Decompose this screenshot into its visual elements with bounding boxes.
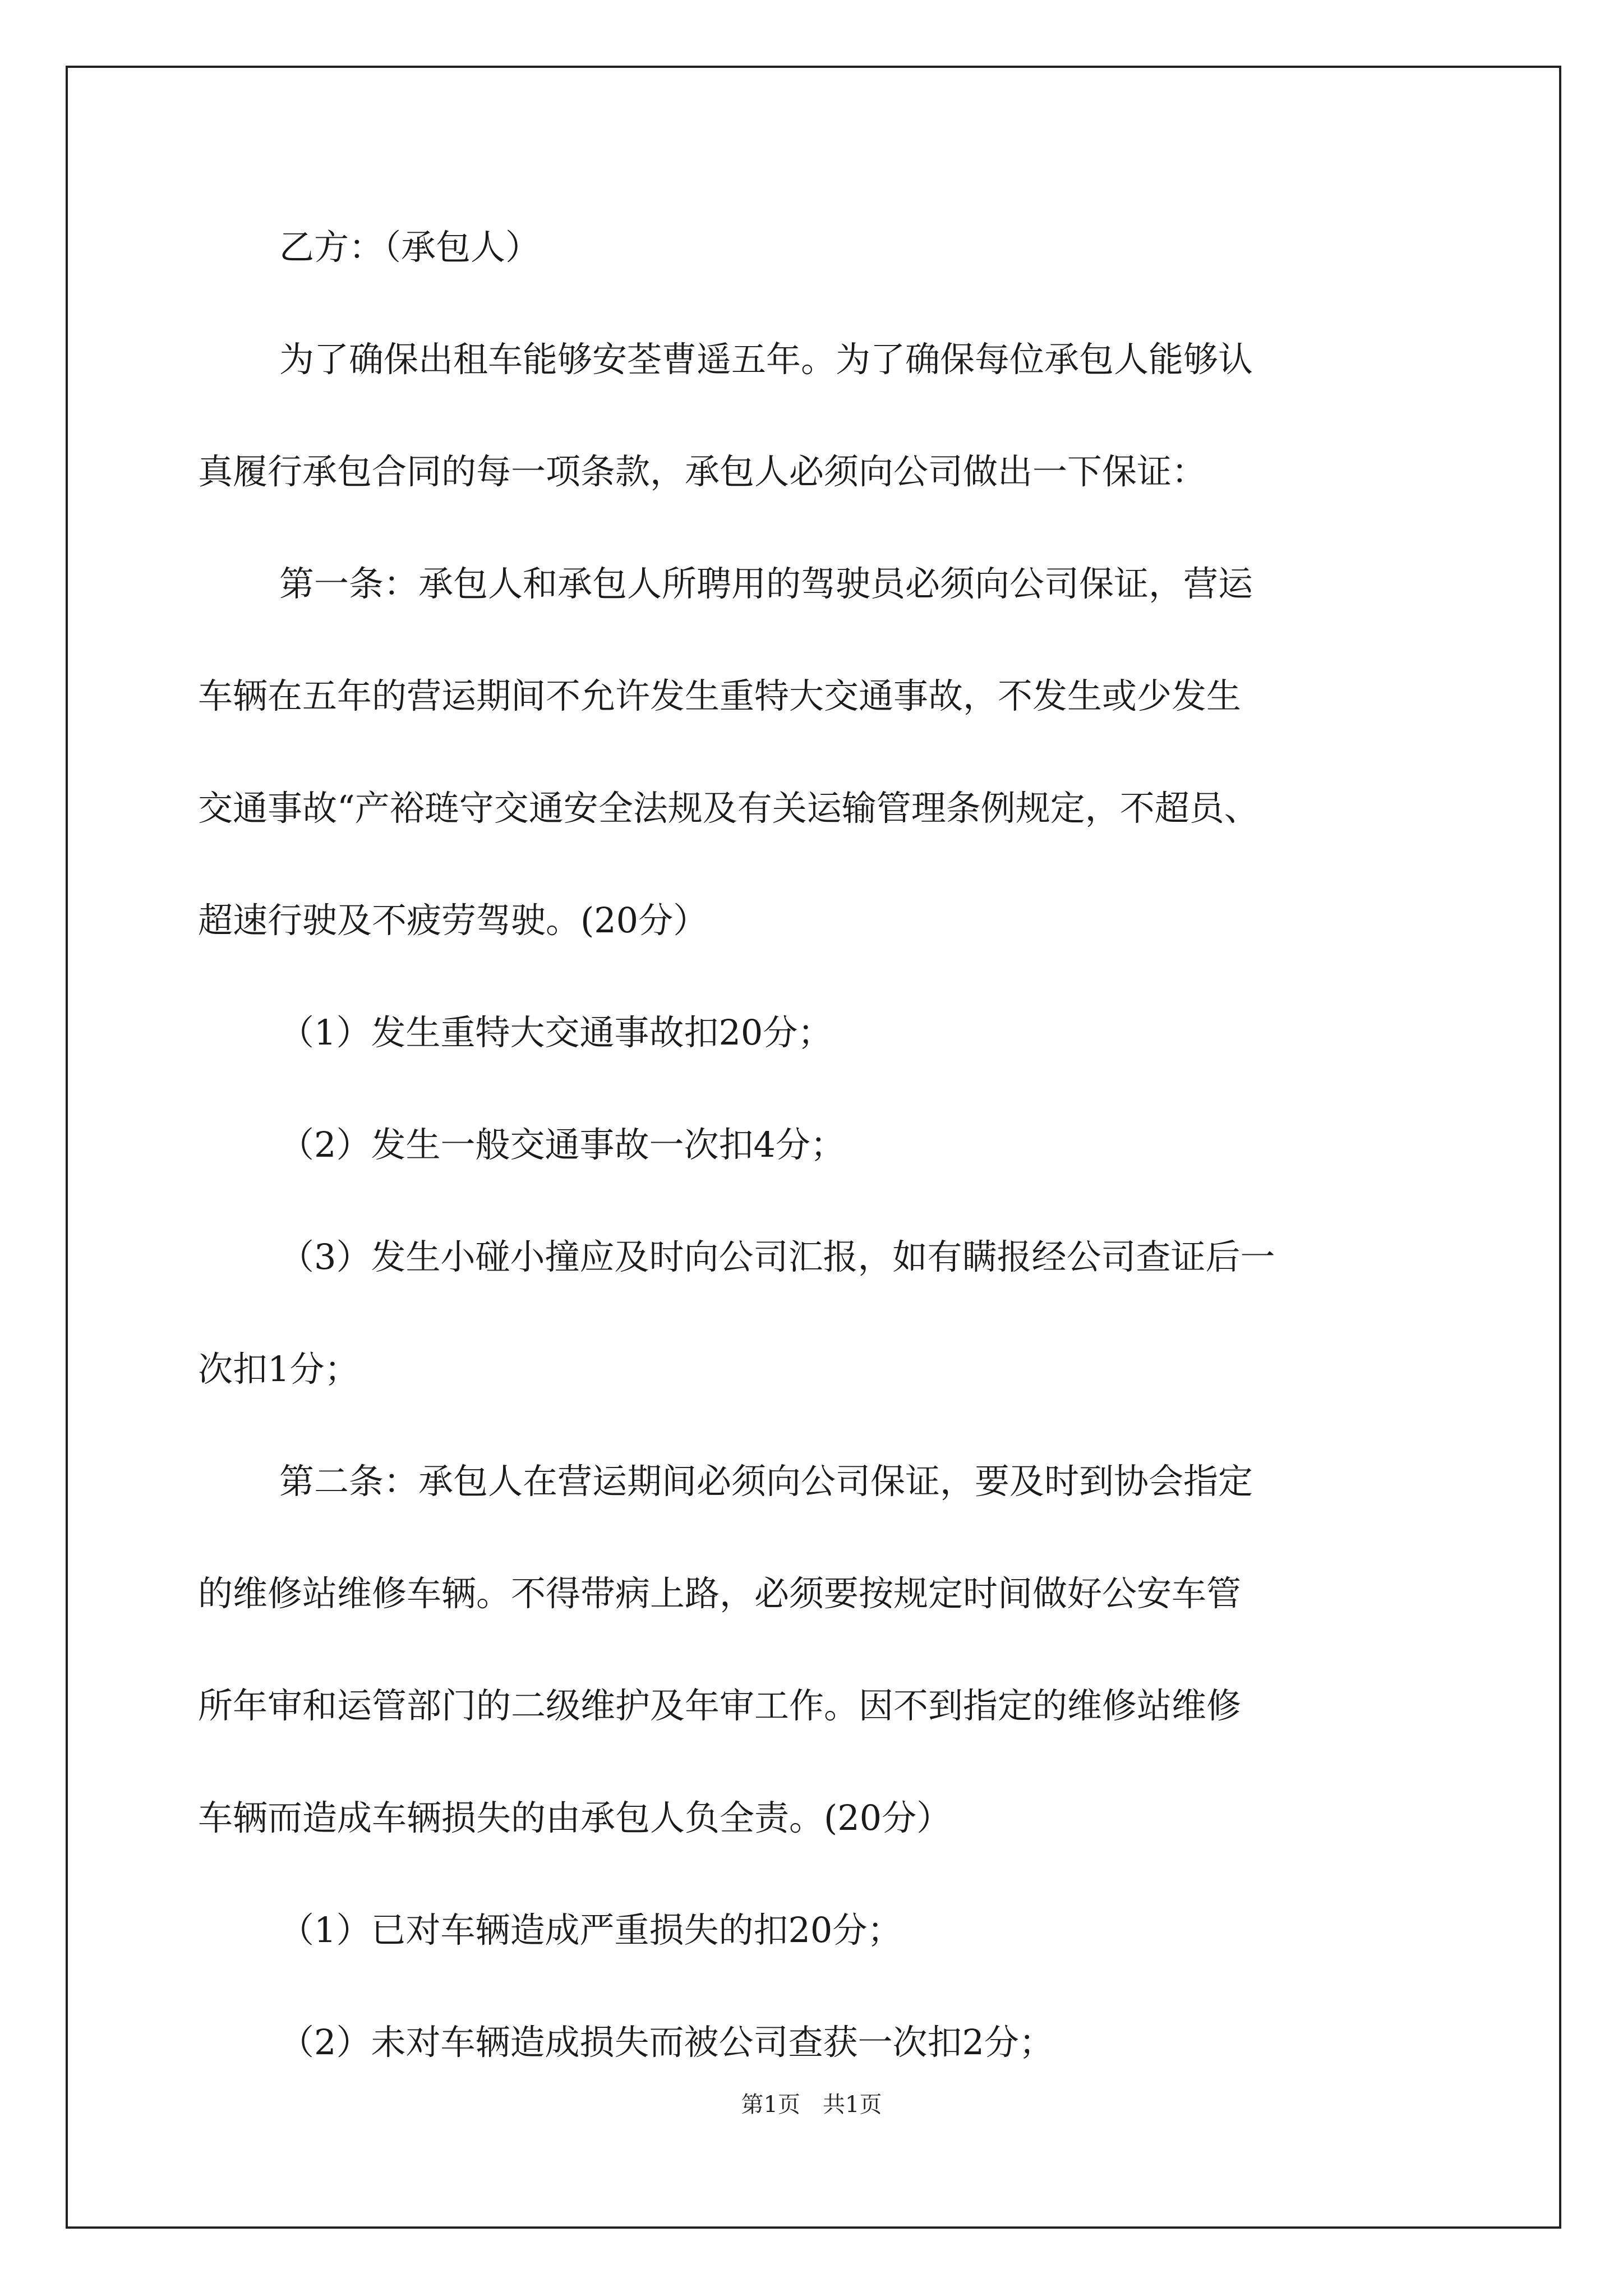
text-line-article1-item1: （1）发生重特大交通事故扣20分；	[279, 1012, 833, 1053]
text-line-article2-item1: （1）已对车辆造成严重损失的扣20分；	[279, 1910, 902, 1950]
text-line-article1-3: 交通事故“产裕琏守交通安全法规及有关运输管理条例规定，不超员、	[198, 788, 1259, 829]
text-line-party-b: 乙方：（承包人）	[279, 227, 541, 268]
text-line-article1-1: 第一条：承包人和承包人所聘用的驾驶员必须向公司保证，营运	[279, 563, 1253, 604]
text-line-article1-4: 超速行驶及不疲劳驾驶。(20分）	[198, 900, 708, 941]
text-line-article1-item2: （2）发生一般交通事故一次扣4分；	[279, 1124, 845, 1165]
text-line-article2-item2: （2）未对车辆造成损失而被公司查获一次扣2分；	[279, 2022, 1054, 2063]
text-line-intro-2: 真履行承包合同的每一项条款，承包人必须向公司做出一下保证：	[198, 451, 1207, 492]
text-line-article2-4: 车辆而造成车辆损失的由承包人负全责。(20分）	[198, 1797, 952, 1838]
text-line-article1-item3: （3）发生小碰小撞应及时向公司汇报，如有瞒报经公司查证后一	[279, 1236, 1275, 1277]
text-line-article1-item3b: 次扣1分；	[198, 1349, 359, 1389]
text-line-article1-2: 车辆在五年的营运期间不允许发生重特大交通事故，不发生或少发生	[198, 675, 1242, 716]
text-line-article2-1: 第二条：承包人在营运期间必须向公司保证，要及时到协会指定	[279, 1461, 1253, 1502]
text-line-article2-3: 所年审和运管部门的二级维护及年审工作。因不到指定的维修站维修	[198, 1685, 1242, 1726]
text-line-article2-2: 的维修站维修车辆。不得带病上路，必须要按规定时间做好公安车管	[198, 1573, 1242, 1614]
page-footer: 第1页 共1页	[741, 2092, 882, 2118]
text-line-intro-1: 为了确保出租车能够安荃曹遥五年。为了确保每位承包人能够认	[279, 339, 1253, 380]
